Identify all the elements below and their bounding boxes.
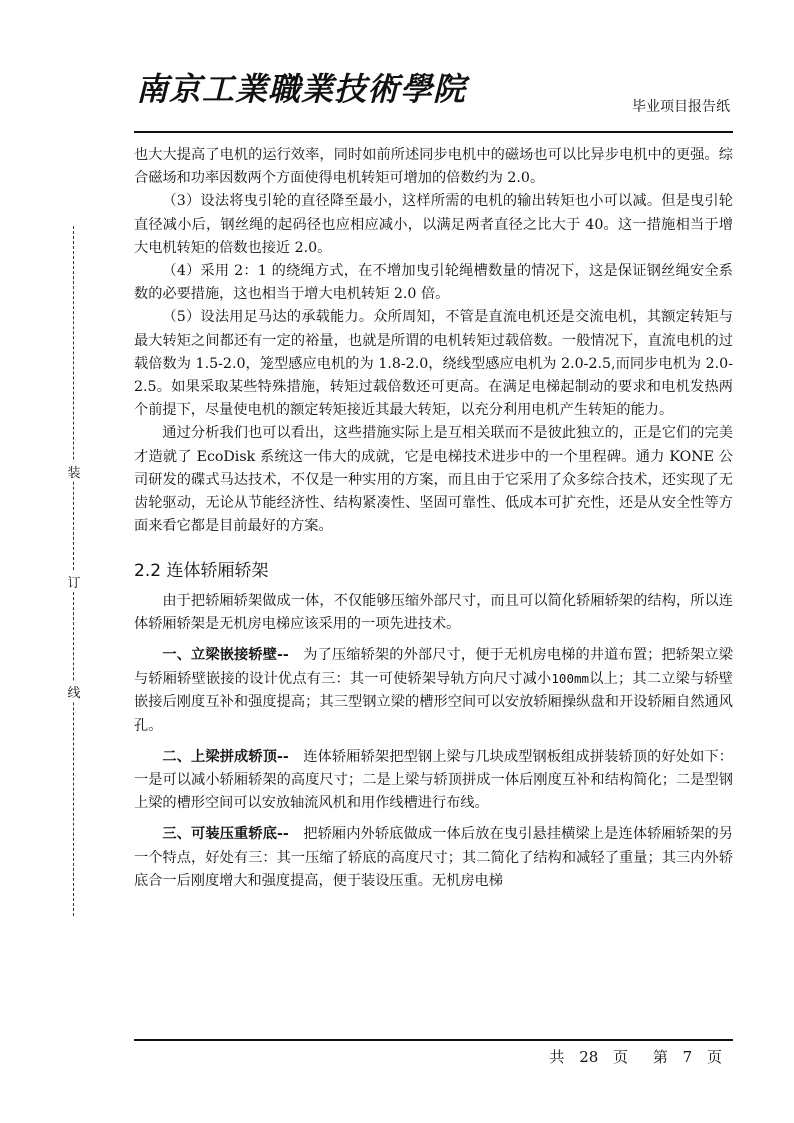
footer-page-unit-2: 页 bbox=[706, 1048, 722, 1066]
paragraph-5: 通过分析我们也可以看出，这些措施实际上是互相关联而不是彼此独立的，正是它们的完美才造就了 EcoDisk 系统这一伟大的成就，它是电梯技术进步中的一个里程碑。通力 KONE 公司研发的碟式马达技术，不仅是一种实用的方案，而且由于它采用了众多综合技术，还实现了无齿轮驱动，无论从节能经济性、结构紧凑性、坚固可靠性、低成本可扩充性，还是从安全性等方面来看它都是目前最好的方案。 bbox=[134, 425, 733, 535]
footer-rule bbox=[134, 1039, 733, 1041]
footer-current-page: 7 bbox=[682, 1048, 693, 1066]
paragraph-6: 由于把轿厢轿架做成一体，不仅能够压缩外部尺寸，而且可以简化轿厢轿架的结构，所以连体轿厢轿架是无机房电梯应该采用的一项先进技术。 bbox=[134, 592, 733, 632]
paragraph-8-heading: 二、上梁拼成轿顶-- bbox=[162, 748, 289, 765]
paragraph-8-text: 连体轿厢轿架把型钢上梁与几块成型钢板组成拼装轿顶的好处如下：一是可以减小轿厢轿架的高度尺寸；二是上梁与轿顶拼成一体后刚度互补和结构简化；二是型钢上梁的槽形空间可以安放轴流风机和用作线槽进行布线。 bbox=[134, 748, 733, 812]
binding-mark-zhuang: 装 bbox=[62, 462, 86, 481]
paragraph-7-heading: 一、立梁嵌接轿壁-- bbox=[162, 647, 289, 664]
footer-total-label: 共 bbox=[549, 1048, 565, 1066]
report-paper-label: 毕业项目报告纸 bbox=[632, 99, 730, 115]
paragraph-8 bbox=[134, 746, 733, 816]
paragraph-9-heading: 三、可装压重轿底-- bbox=[162, 826, 289, 843]
footer-page-unit-1: 页 bbox=[613, 1048, 629, 1066]
paragraph-4: （5）设法用足马达的承载能力。众所周知，不管是直流电机还是交流电机，其额定转矩与最大转矩之间都还有一定的裕量，也就是所谓的电机转矩过载倍数。一般情况下，直流电机的过载倍数为 1.5-2.0，笼型感应电机的为 1.8-2.0，绕线型感应电机为 2.0-2.5,而同步电机为 2.0-2.5。如果采取某些特殊措施，转矩过载倍数还可更高。在满足电梯起制动的要求和电机发热两个前提下，尽量使电机的额定转矩接近其最大转矩，以充分利用电机产生转矩的能力。 bbox=[134, 309, 733, 419]
page-body bbox=[134, 144, 733, 893]
paragraph-7-text-a: 为了压缩轿架的外部尺寸，便于无机房电梯的井道布置；把轿架立梁与轿厢轿壁嵌接的设计优点有三：其一可使轿架导轨方向尺寸减小 bbox=[134, 647, 733, 688]
paragraph-3: （4）采用 2：1 的绕绳方式，在不增加曳引轮绳槽数量的情况下，这是保证钢丝绳安全系数的必要措施，这也相当于增大电机转矩 2.0 倍。 bbox=[134, 263, 733, 303]
binding-mark-xian: 线 bbox=[62, 682, 86, 701]
footer-total-pages: 28 bbox=[579, 1048, 599, 1066]
section-title: 2.2 连体轿厢轿架 bbox=[134, 561, 269, 582]
paragraph-2: （3）设法将曳引轮的直径降至最小，这样所需的电机的输出转矩也小可以减。但是曳引轮直径减小后，钢丝绳的起码径也应相应减小，以满足两者直径之比大于 40。这一措施相当于增大电机转矩的倍数也接近 2.0。 bbox=[134, 193, 733, 256]
school-logo-text: 南京工業職業技術學院 bbox=[136, 70, 467, 108]
header-rule bbox=[134, 131, 733, 133]
paragraph-9 bbox=[134, 823, 733, 893]
footer-current-label: 第 bbox=[652, 1048, 668, 1066]
paragraph-7 bbox=[134, 644, 733, 738]
page-footer bbox=[545, 1046, 722, 1067]
paragraph-1: 也大大提高了电机的运行效率，同时如前所述同步电机中的磁场也可以比异步电机中的更强。综合磁场和功率因数两个方面使得电机转矩可增加的倍数约为 2.0。 bbox=[134, 147, 733, 187]
paragraph-7-text-b: 以上；其二立梁与轿壁嵌接后刚度互补和强度提高；其三型钢立梁的槽形空间可以安放轿厢操纵盘和开设轿厢自然通风孔。 bbox=[134, 671, 733, 734]
paragraph-9-text: 把轿厢内外轿底做成一体后放在曳引悬挂横梁上是连体轿厢轿架的另一个特点，好处有三：其一压缩了轿底的高度尺寸；其二简化了结构和减轻了重量；其三内外轿底合一后刚度增大和强度提高，便于装设压重。无机房电梯 bbox=[134, 826, 733, 889]
binding-dashed-line bbox=[73, 226, 74, 916]
binding-line bbox=[62, 226, 86, 916]
paragraph-7-measure: 100mm bbox=[551, 671, 590, 687]
binding-mark-ding: 订 bbox=[62, 572, 86, 591]
